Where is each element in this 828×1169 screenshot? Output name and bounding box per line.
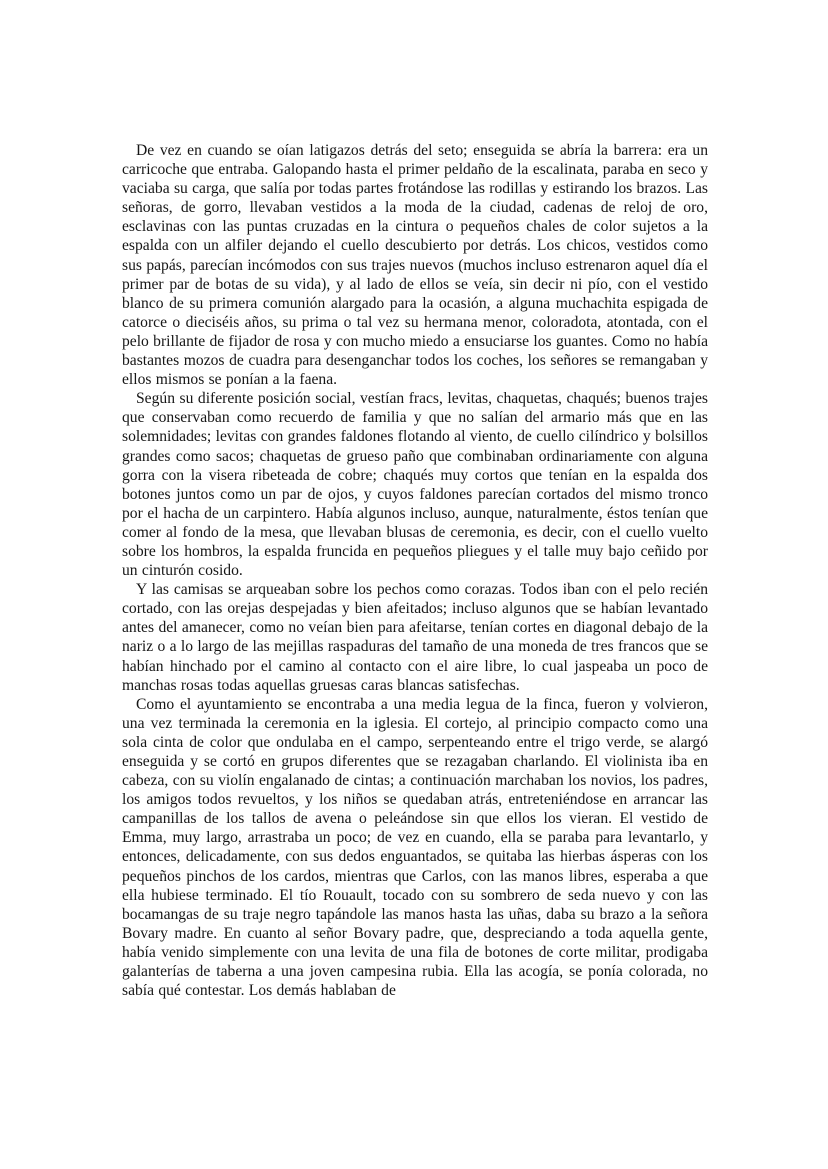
paragraph-3: Y las camisas se arqueaban sobre los pechos como corazas. Todos iban con el pelo recién cortado, con las orejas despejadas y bien afeitados; incluso algunos que se habían levantado antes del amanecer, como no veían bien para afeitarse, tenían cortes en diagonal debajo de la nariz o a lo largo de las mejillas raspaduras del tamaño de una moneda de tres francos que se habían hinchado por el camino al contacto con el aire libre, lo cual jaspeaba un poco de manchas rosas todas aquellas gruesas caras blancas satisfechas. — [122, 581, 708, 694]
paragraph-4: Como el ayuntamiento se encontraba a una media legua de la finca, fueron y volvieron, una vez terminada la ceremonia en la iglesia. El cortejo, al principio compacto como una sola cinta de color que ondulaba en el campo, serpenteando entre el trigo verde, se alargó enseguida y se cortó en grupos diferentes que se rezagaban charlando. El violinista iba en cabeza, con su violín engalanado de cintas; a continuación marchaban los novios, los padres, los amigos todos revueltos, y los niños se quedaban atrás, entreteniéndose en arrancar las campanillas de los tallos de avena o peleándose sin que ellos los vieran. El vestido de Emma, muy largo, arrastraba un poco; de vez en cuando, ella se paraba para levantarlo, y entonces, delicadamente, con sus dedos enguantados, se quitaba las hierbas ásperas con los pequeños pinchos de los cardos, mientras que Carlos, con las manos libres, esperaba a que ella hubiese terminado. El tío Rouault, tocado con su sombrero de seda nuevo y con las bocamangas de su traje negro tapándole las manos hasta las uñas, daba su brazo a la señora Bovary madre. En cuanto al señor Bovary padre, que, despreciando a toda aquella gente, había venido simplemente con una levita de una fila de botones de corte militar, prodigaba galanterías de taberna a una joven campesina rubia. Ella las acogía, se ponía colorada, no sabía qué contestar. Los demás hablaban de — [122, 695, 708, 1000]
paragraph-1: De vez en cuando se oían latigazos detrás del seto; enseguida se abría la barrera: era un carricoche que entraba. Galopando hasta el primer peldaño de la escalinata, paraba en seco y vaciaba su carga, que salía por todas partes frotándose las rodillas y estirando los brazos. Las señoras, de gorro, llevaban vestidos a la moda de la ciudad, cadenas de reloj de oro, esclavinas con las puntas cruzadas en la cintura o pequeños chales de color sujetos a la espalda con un alfiler dejando el cuello descubierto por detrás. Los chicos, vestidos como sus papás, parecían incómodos con sus trajes nuevos (muchos incluso estrenaron aquel día el primer par de botas de su vida), y al lado de ellos se veía, sin decir ni pío, con el vestido blanco de su primera comunión alargado para la ocasión, a alguna muchachita espigada de catorce o dieciséis años, su prima o tal vez su hermana menor, coloradota, atontada, con el pelo brillante de fijador de rosa y con mucho miedo a ensuciarse los guantes. Como no había bastantes mozos de cuadra para desenganchar todos los coches, los señores se remangaban y ellos mismos se ponían a la faena. — [122, 142, 708, 389]
paragraph-2: Según su diferente posición social, vestían fracs, levitas, chaquetas, chaqués; buenos trajes que conservaban como recuerdo de familia y que no salían del armario más que en las solemnidades; levitas con grandes faldones flotando al viento, de cuello cilíndrico y bolsillos grandes como sacos; chaquetas de grueso paño que combinaban ordinariamente con alguna gorra con la visera ribeteada de cobre; chaqués muy cortos que tenían en la espalda dos botones juntos como un par de ojos, y cuyos faldones parecían cortados del mismo tronco por el hacha de un carpintero. Había algunos incluso, aunque, naturalmente, éstos tenían que comer al fondo de la mesa, que llevaban blusas de ceremonia, es decir, con el cuello vuelto sobre los hombros, la espalda fruncida en pequeños pliegues y el talle muy bajo ceñido por un cinturón cosido. — [122, 390, 708, 580]
